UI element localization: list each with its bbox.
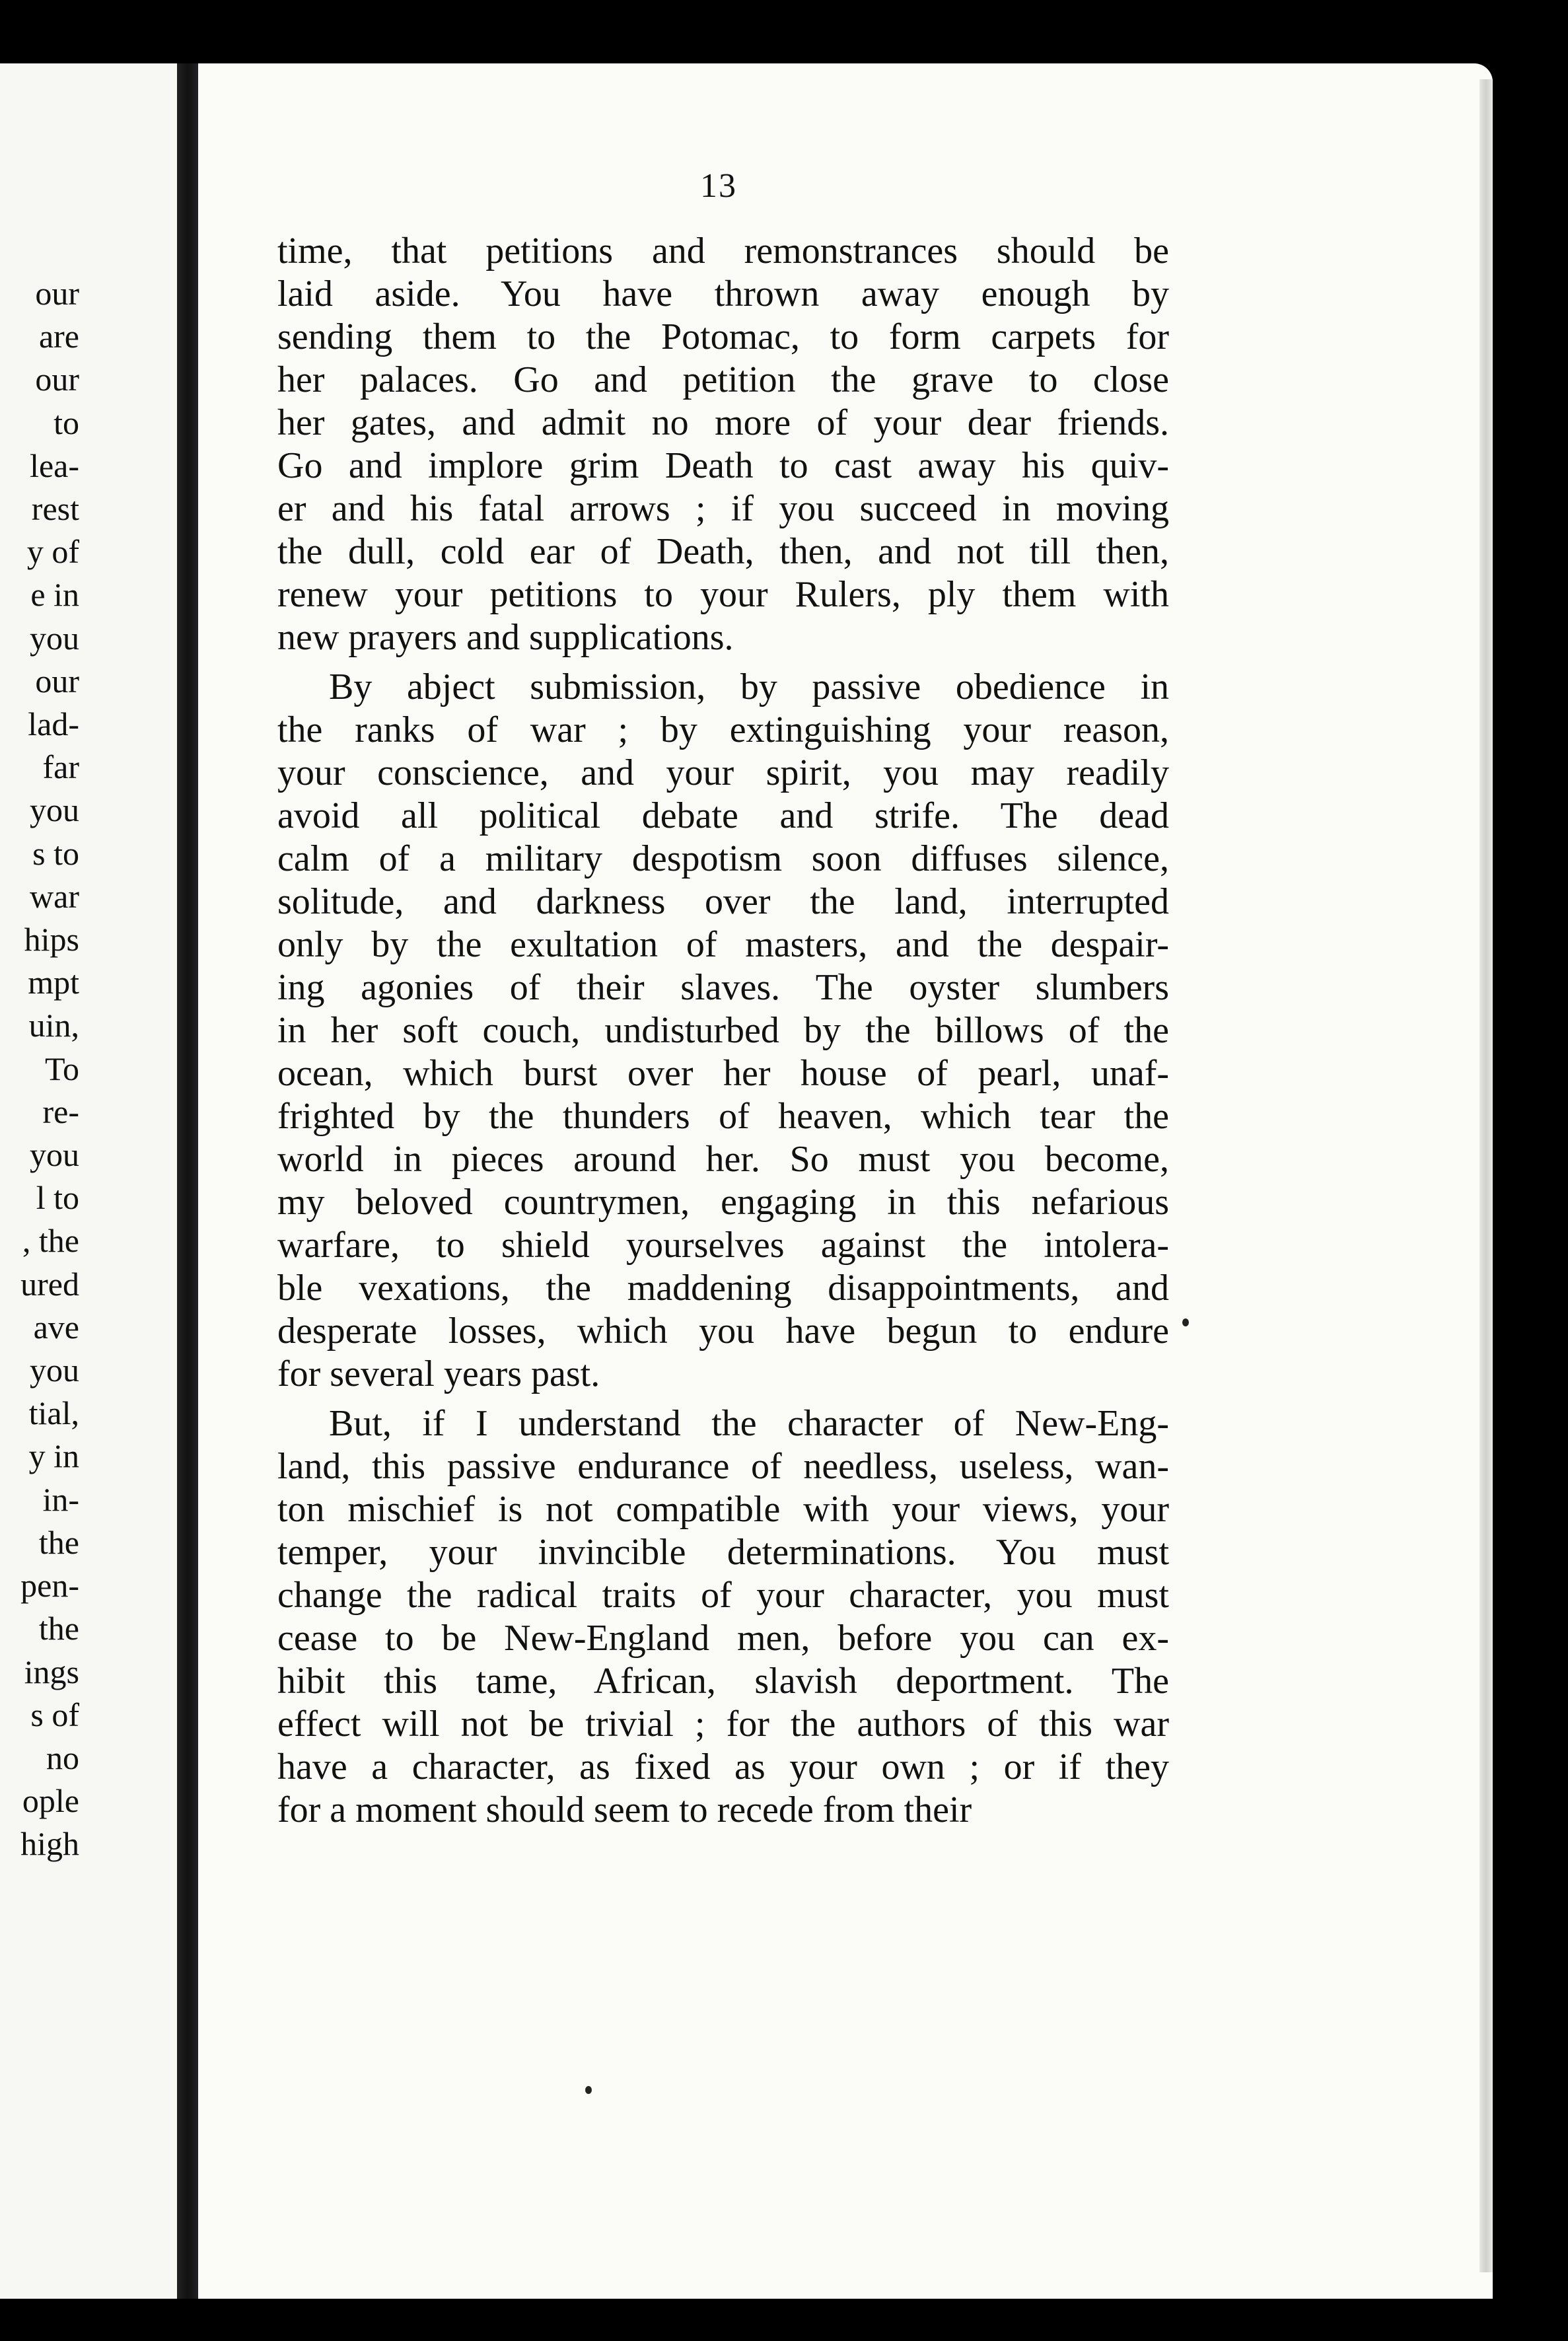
text-line: cease to be New-England men, before you can ex- [277, 1618, 1169, 1659]
text-line: her palaces. Go and petition the grave to close [277, 359, 1169, 400]
text-line: warfare, to shield yourselves against the intolera- [277, 1225, 1169, 1266]
text-line: But, if I understand the character of New-Eng- [329, 1403, 1169, 1444]
text-line: land, this passive endurance of needless, useless, wan- [277, 1446, 1169, 1487]
facing-page-fragment-line: our [35, 662, 79, 700]
facing-page-fragment-line: y in [28, 1437, 79, 1475]
facing-page-fragment-line: ave [33, 1308, 79, 1346]
facing-page-fragment-line: l to [36, 1179, 79, 1217]
text-line: renew your petitions to your Rulers, ply them with [277, 574, 1169, 615]
facing-page-fragment-line: the [38, 1523, 79, 1561]
text-line: the ranks of war ; by extinguishing your reason, [277, 709, 1169, 750]
facing-page-fragment-line: e in [30, 576, 79, 614]
facing-page-fragment-line: lad- [28, 705, 79, 743]
facing-page-fragment-line: lea- [30, 447, 79, 484]
paragraph [277, 230, 1169, 659]
facing-page-fragment-line: ings [24, 1653, 79, 1690]
text-line: only by the exultation of masters, and the despair- [277, 924, 1169, 965]
text-line: temper, your invincible determinations. You must [277, 1532, 1169, 1573]
text-line: in her soft couch, undisturbed by the billows of the [277, 1010, 1169, 1051]
scan-border [1493, 63, 1568, 2341]
text-line: sending them to the Potomac, to form carpets for [277, 316, 1169, 357]
paragraph [277, 666, 1169, 1396]
facing-page-fragment-line: are [38, 318, 79, 355]
text-line: effect will not be trivial ; for the authors of this war [277, 1704, 1169, 1745]
facing-page-fragment-line: no [46, 1739, 79, 1776]
speck-mark [585, 2086, 592, 2094]
facing-page-fragment-line: the [38, 1610, 79, 1647]
facing-page-fragment-line: far [42, 748, 79, 786]
text-line: By abject submission, by passive obedience in [329, 666, 1169, 707]
text-line: her gates, and admit no more of your dear friends. [277, 402, 1169, 443]
text-line: ing agonies of their slaves. The oyster slumbers [277, 967, 1169, 1008]
facing-page-fragment-line: you [30, 791, 79, 829]
facing-page-fragment-line: ople [22, 1782, 79, 1820]
facing-page-fragment [0, 63, 177, 2299]
text-line: change the radical traits of your character, you must [277, 1575, 1169, 1616]
text-line: for a moment should seem to recede from their [277, 1789, 972, 1830]
text-line: ble vexations, the maddening disappointments, and [277, 1268, 1169, 1309]
facing-page-fragment-line: re- [42, 1093, 79, 1130]
facing-page-fragment-line: pen- [20, 1567, 79, 1604]
text-line: world in pieces around her. So must you become, [277, 1139, 1169, 1180]
facing-page-fragment-line: to [53, 404, 79, 441]
facing-page-fragment-line: rest [31, 490, 79, 528]
text-line: calm of a military despotism soon diffuses silence, [277, 838, 1169, 879]
facing-page-fragment-line: y of [26, 533, 79, 571]
text-line: er and his fatal arrows ; if you succeed in moving [277, 488, 1169, 529]
facing-page-fragment-line: To [44, 1050, 79, 1087]
facing-page-fragment-line: hips [24, 921, 79, 958]
text-line: desperate losses, which you have begun to endure [277, 1311, 1169, 1351]
page-number: 13 [700, 167, 737, 205]
facing-page-fragment-line: war [30, 877, 79, 915]
facing-page-fragment-line: , the [22, 1222, 79, 1260]
facing-page-fragment-line: uin, [28, 1007, 79, 1044]
text-line: avoid all political debate and strife. The dead [277, 795, 1169, 836]
facing-page-fragment-line: you [30, 619, 79, 657]
facing-page-fragment-line: high [20, 1825, 79, 1863]
facing-page-fragment-line: ured [20, 1265, 79, 1303]
text-line: my beloved countrymen, engaging in this nefarious [277, 1182, 1169, 1223]
facing-page-fragment-line: our [35, 275, 79, 312]
text-line: your conscience, and your spirit, you may readily [277, 752, 1169, 793]
text-line: Go and implore grim Death to cast away his quiv- [277, 445, 1169, 486]
text-line: laid aside. You have thrown away enough by [277, 273, 1169, 314]
page-edge [1479, 79, 1493, 2272]
facing-page-text-fragments [0, 272, 79, 1866]
facing-page-fragment-line: you [30, 1351, 79, 1389]
text-line: time, that petitions and remonstrances should be [277, 231, 1169, 271]
text-line: ocean, which burst over her house of pearl, unaf- [277, 1053, 1169, 1094]
text-line: have a character, as fixed as your own ; or if they [277, 1747, 1169, 1787]
facing-page-fragment-line: mpt [28, 964, 79, 1001]
facing-page-fragment-line: tial, [28, 1394, 79, 1432]
facing-page-fragment-line: in- [42, 1480, 79, 1518]
body-text [277, 230, 1169, 1832]
speck-mark [1182, 1318, 1189, 1326]
text-line: the dull, cold ear of Death, then, and not till then, [277, 531, 1169, 572]
facing-page-fragment-line: s of [30, 1696, 79, 1733]
text-line: solitude, and darkness over the land, interrupted [277, 881, 1169, 922]
facing-page-fragment-line: our [35, 361, 79, 398]
text-line: for several years past. [277, 1353, 600, 1394]
text-line: frighted by the thunders of heaven, which tear the [277, 1096, 1169, 1137]
paragraph [277, 1402, 1169, 1832]
text-line: ton mischief is not compatible with your views, your [277, 1489, 1169, 1530]
facing-page-fragment-line: s to [32, 834, 79, 872]
text-line: new prayers and supplications. [277, 617, 734, 658]
text-line: hibit this tame, African, slavish deportment. The [277, 1661, 1169, 1702]
facing-page-fragment-line: you [30, 1136, 79, 1174]
